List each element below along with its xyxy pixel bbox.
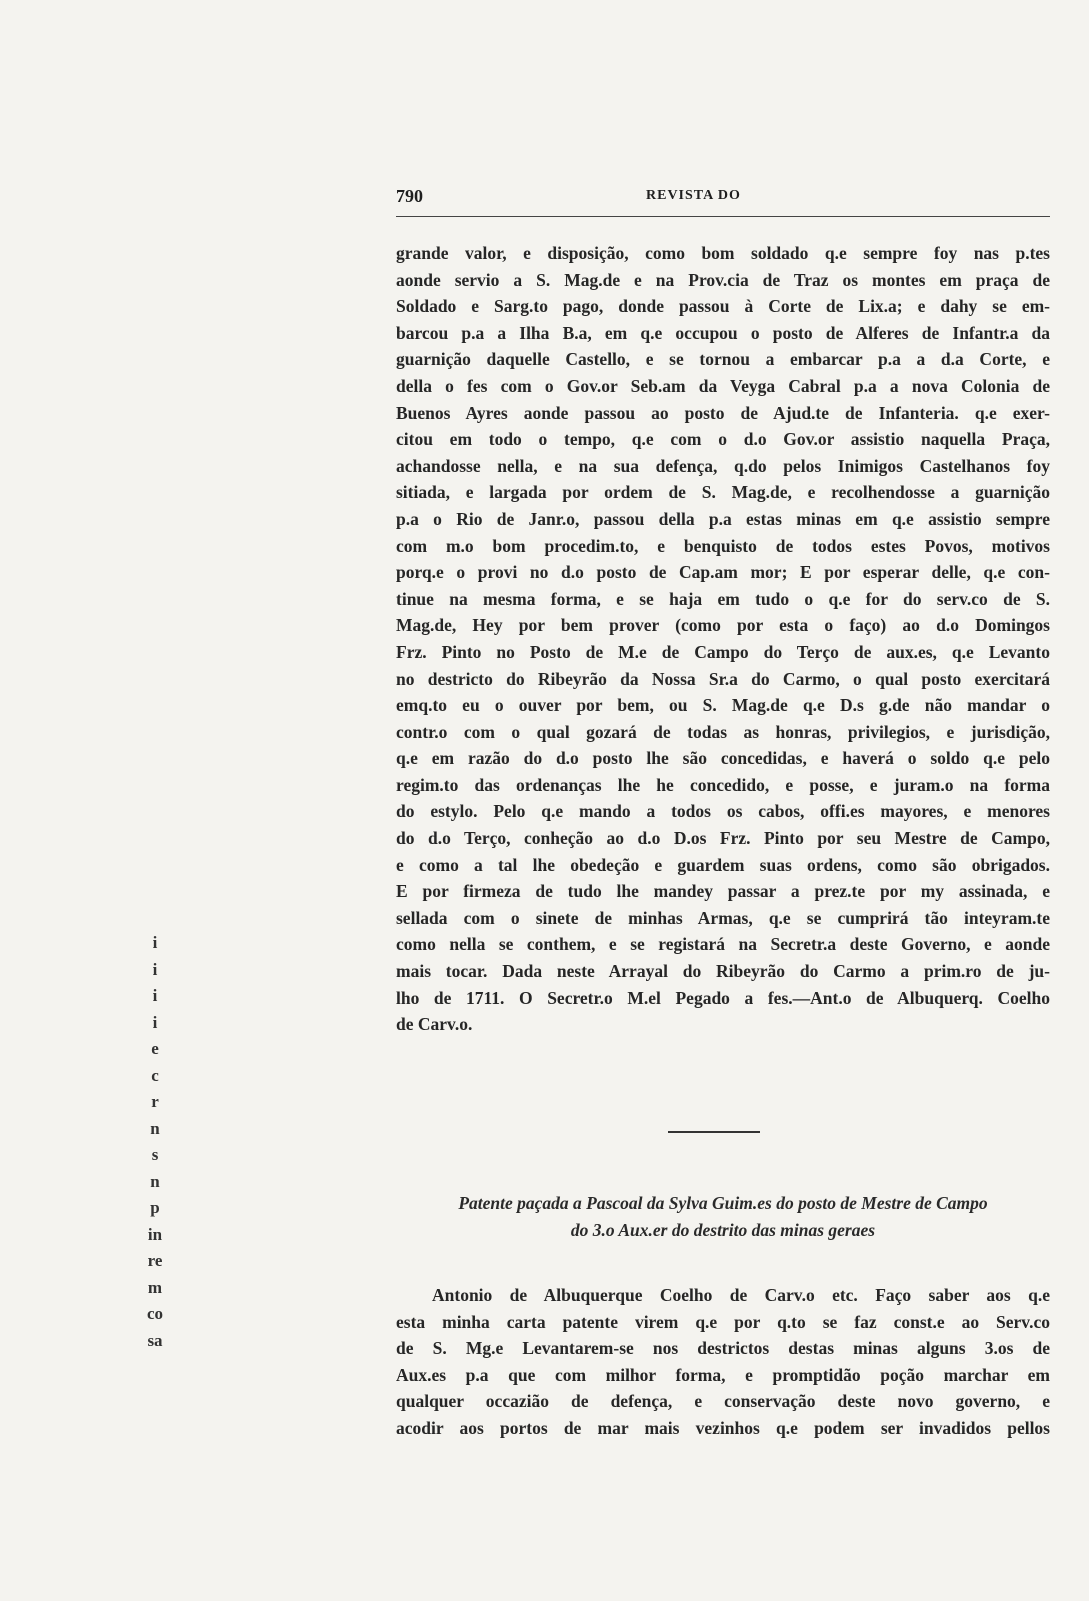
text-line: esta minha carta patente virem q.e por q.to se faz const.e ao Serv.co: [396, 1311, 1050, 1332]
bleed-char: i: [152, 959, 158, 979]
text-line: Mag.de, Hey por bem prover (como por esta o faço) ao d.o Domingos: [396, 615, 1050, 636]
text-line: de Carv.o.: [396, 1014, 473, 1035]
section-title: [396, 1190, 1050, 1244]
bleed-char: sa: [147, 1330, 163, 1350]
bleed-char: re: [147, 1251, 163, 1270]
text-line: Buenos Ayres aonde passou ao posto de Ajud.te de Infanteria. q.e exer-: [396, 402, 1050, 423]
running-head: REVISTA DO: [646, 188, 741, 203]
text-line: barcou p.a a Ilha B.a, em q.e occupou o posto de Alferes de Infantr.a da: [396, 322, 1050, 343]
body-text-section-2: [396, 1282, 1050, 1442]
text-line: no destricto do Ribeyrão da Nossa Sr.a do Carmo, o qual posto exercitará: [396, 668, 1050, 689]
bleed-char: i: [152, 1012, 158, 1032]
section-divider: [668, 1131, 760, 1133]
text-line: com m.o bom procedim.to, e benquisto de todos estes Povos, motivos: [396, 535, 1050, 556]
text-line: p.a o Rio de Janr.o, passou della p.a estas minas em q.e assistio sempre: [396, 508, 1050, 529]
text-line: tinue na mesma forma, e se haja em tudo o q.e for do serv.co de S.: [396, 588, 1050, 609]
bleed-char: n: [150, 1171, 160, 1191]
text-line: guarnição daquelle Castello, e se tornou a embarcar p.a a d.a Corte, e: [396, 349, 1050, 370]
text-line: do estylo. Pelo q.e mando a todos os cabos, offi.es mayores, e menores: [396, 801, 1050, 822]
section-title-line: Patente paçada a Pascoal da Sylva Guim.es do posto de Mestre de Campo: [458, 1193, 988, 1213]
text-line: sitiada, e largada por ordem de S. Mag.de, e recolhendosse a guarnição: [396, 482, 1050, 503]
text-line: regim.to das ordenanças lhe he concedido, e posse, e juram.o na forma: [396, 774, 1050, 795]
text-line: Antonio de Albuquerque Coelho de Carv.o etc. Faço saber aos q.e: [432, 1285, 1050, 1305]
text-line: della o fes com o Gov.or Seb.am da Veyga Cabral p.a a nova Colonia de: [396, 375, 1050, 396]
text-line: de S. Mg.e Levantarem-se nos destrictos destas minas alguns 3.os de: [396, 1338, 1050, 1359]
text-line: Frz. Pinto no Posto de M.e de Campo do Terço de aux.es, q.e Levanto: [396, 641, 1050, 662]
text-line: citou em todo o tempo, q.e com o d.o Gov.or assistio naquella Praça,: [396, 429, 1050, 450]
text-line: porq.e o provi no d.o posto de Cap.am mor; E por esperar delle, q.e con-: [396, 562, 1050, 583]
margin-bleed-text: [130, 930, 180, 1354]
section-title-line: do 3.o Aux.er do destrito das minas geraes: [570, 1220, 876, 1240]
bleed-char: co: [146, 1304, 164, 1323]
bleed-char: r: [151, 1092, 159, 1111]
body-text: [396, 240, 1050, 1038]
bleed-char: n: [150, 1118, 160, 1138]
bleed-char: i: [152, 933, 158, 952]
text-line: grande valor, e disposição, como bom soldado q.e sempre foy nas p.tes: [396, 243, 1050, 263]
text-line: Soldado e Sarg.to pago, donde passou à Corte de Lix.a; e dahy se em-: [396, 296, 1050, 317]
bleed-char: s: [151, 1145, 159, 1164]
text-line: e como a tal lhe obedeção e guardem suas ordens, como são obrigados.: [396, 854, 1050, 875]
text-line: contr.o com o qual gozará de todas as honras, privilegios, e jurisdição,: [396, 721, 1050, 742]
text-line: do d.o Terço, conheção ao d.o D.os Frz. Pinto por seu Mestre de Campo,: [396, 828, 1050, 849]
text-line: achandosse nella, e na sua defença, q.do pelos Inimigos Castelhanos foy: [396, 455, 1050, 476]
page-number: 790: [396, 186, 423, 206]
text-line: emq.to eu o ouver por bem, ou S. Mag.de q.e D.s g.de não mandar o: [396, 695, 1050, 716]
text-line: sellada com o sinete de minhas Armas, q.e se cumprirá tão inteyram.te: [396, 907, 1050, 928]
text-line: Aux.es p.a que com milhor forma, e promptidão poção marchar em: [396, 1364, 1050, 1385]
text-line: como nella se conthem, e se registará na Secretr.a deste Governo, e aonde: [396, 934, 1050, 955]
text-line: mais tocar. Dada neste Arrayal do Ribeyrão do Carmo a prim.ro de ju-: [396, 961, 1050, 982]
bleed-char: p: [150, 1198, 160, 1217]
bleed-char: in: [147, 1224, 163, 1244]
bleed-char: m: [147, 1277, 163, 1297]
bleed-char: i: [152, 986, 158, 1005]
text-line: qualquer occazião de defença, e conservação deste novo governo, e: [396, 1391, 1050, 1412]
page-header: [396, 186, 1050, 217]
bleed-char: c: [151, 1065, 159, 1085]
text-line: q.e em razão do d.o posto lhe são concedidas, e haverá o soldo q.e pelo: [396, 748, 1050, 769]
text-line: E por firmeza de tudo lhe mandey passar a prez.te por my assinada, e: [396, 881, 1050, 902]
text-line: aonde servio a S. Mag.de e na Prov.cia de Traz os montes em praça de: [396, 269, 1050, 290]
text-line: lho de 1711. O Secretr.o M.el Pegado a fes.—Ant.o de Albuquerq. Coelho: [396, 987, 1050, 1008]
bleed-char: e: [151, 1039, 159, 1058]
text-line: acodir aos portos de mar mais vezinhos q.e podem ser invadidos pellos: [396, 1417, 1050, 1438]
